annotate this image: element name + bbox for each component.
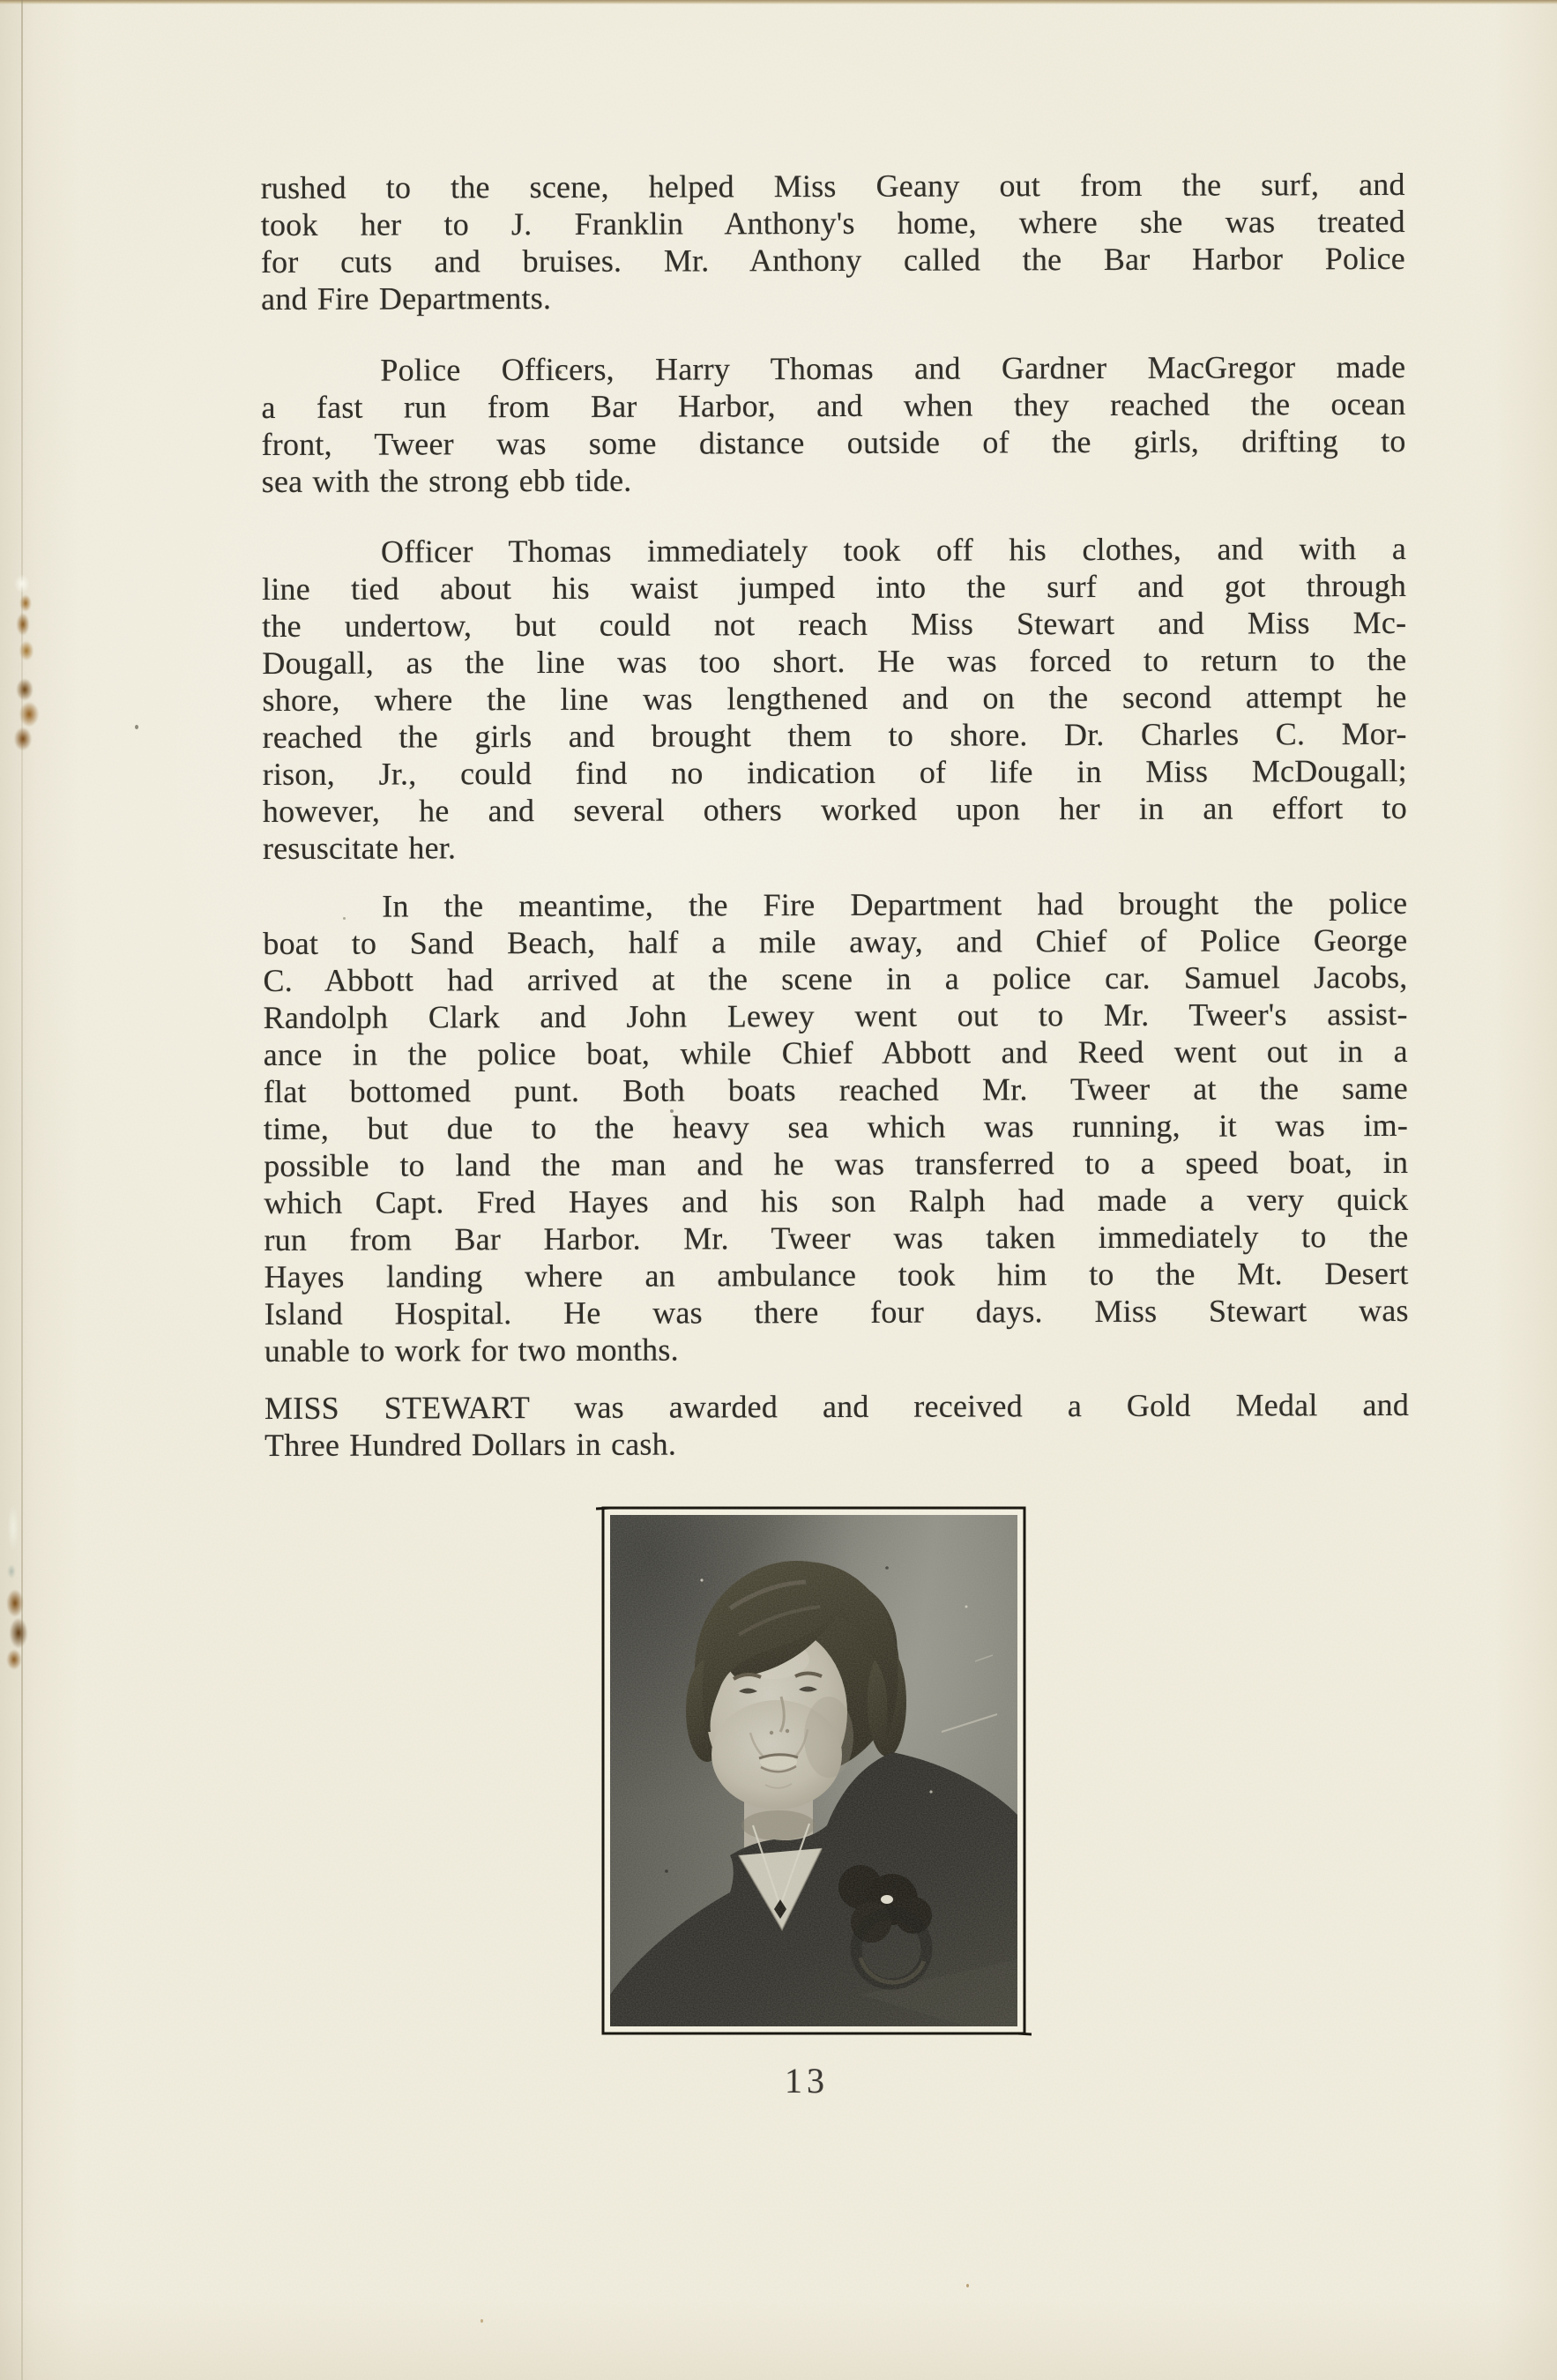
text-line: however, he and several others worked upon her in an effort to — [262, 789, 1407, 829]
paper-speck — [481, 2319, 483, 2323]
text-line: rushed to the scene, helped Miss Geany out from the surf, and — [260, 166, 1405, 205]
text-line: Island Hospital. He was there four days. Miss Stewart was — [264, 1292, 1409, 1332]
text-line: ance in the police boat, while Chief Abbott and Reed went out in a — [263, 1033, 1408, 1072]
text-line: a fast run from Bar Harbor, and when they reached the ocean — [261, 385, 1406, 425]
text-line: Dougall, as the line was too short. He was forced to return to the — [262, 641, 1407, 681]
text-line: sea with the strong ebb tide. — [261, 462, 632, 499]
photo-image — [610, 1515, 1017, 2026]
text-line: boat to Sand Beach, half a mile away, and Chief of Police George — [263, 921, 1408, 961]
text-line: MISS STEWART was awarded and received a Gold Medal and — [264, 1386, 1410, 1426]
glue-stain-mark — [0, 1492, 32, 1582]
paragraph — [261, 348, 1406, 500]
paper-speck — [135, 725, 138, 729]
text-line: the undertow, but could not reach Miss Stewart and Miss Mc- — [262, 604, 1407, 644]
text-line: Hayes landing where an ambulance took him to the Mt. Desert — [264, 1255, 1409, 1294]
paragraph — [261, 166, 1406, 317]
text-line: In the meantime, the Fire Department had brought the police — [382, 884, 1408, 924]
text-line: which Capt. Fred Hayes and his son Ralph had made a very quick — [264, 1181, 1409, 1220]
text-line: Three Hundred Dollars in cash. — [264, 1426, 677, 1463]
text-line: Police Officers, Harry Thomas and Gardner MacGregor made — [380, 348, 1406, 388]
text-line: possible to land the man and he was transferred to a speed boat, in — [264, 1144, 1409, 1183]
glue-stain-mark — [9, 573, 42, 667]
text-line: Officer Thomas immediately took off his clothes, and with a — [380, 530, 1407, 570]
paper-speck — [966, 2284, 969, 2287]
article-text — [260, 0, 1409, 1499]
text-line: line tied about his waist jumped into the surf and got through — [262, 567, 1407, 607]
text-line: front, Tweer was some distance outside of the girls, drifting to — [261, 422, 1406, 462]
paragraph — [263, 884, 1409, 1369]
text-line: time, but due to the heavy sea which was running, it was im- — [263, 1107, 1409, 1146]
text-line: shore, where the line was lengthened and on the second attempt he — [262, 678, 1407, 718]
text-line: resuscitate her. — [262, 830, 457, 866]
paragraph — [264, 1386, 1409, 1464]
binding-crease — [21, 0, 23, 2380]
text-line: took her to J. Franklin Anthony's home, where she was treated — [260, 203, 1405, 242]
portrait-photo-frame — [596, 1501, 1032, 2041]
text-line: unable to work for two months. — [264, 1332, 679, 1369]
portrait-of-woman-photo — [596, 1501, 1032, 2041]
text-line: flat bottomed punt. Both boats reached Mr. Tweer at the same — [263, 1070, 1408, 1109]
text-line: Randolph Clark and John Lewey went out to Mr. Tweer's assist- — [263, 996, 1408, 1035]
glue-stain-mark — [0, 1582, 37, 1672]
glue-stain-mark — [7, 674, 48, 757]
text-line: rison, Jr., could find no indication of life in Miss McDougall; — [262, 752, 1407, 792]
text-line: and Fire Departments. — [261, 280, 552, 317]
text-line: C. Abbott had arrived at the scene in a police car. Samuel Jacobs, — [263, 959, 1408, 998]
paragraph — [262, 530, 1407, 867]
page-number: 13 — [785, 2061, 829, 2100]
text-line: reached the girls and brought them to shore. Dr. Charles C. Mor- — [262, 715, 1407, 755]
text-line: for cuts and bruises. Mr. Anthony called the Bar Harbor Police — [260, 240, 1405, 280]
text-line: run from Bar Harbor. Mr. Tweer was taken immediately to the — [264, 1218, 1409, 1257]
